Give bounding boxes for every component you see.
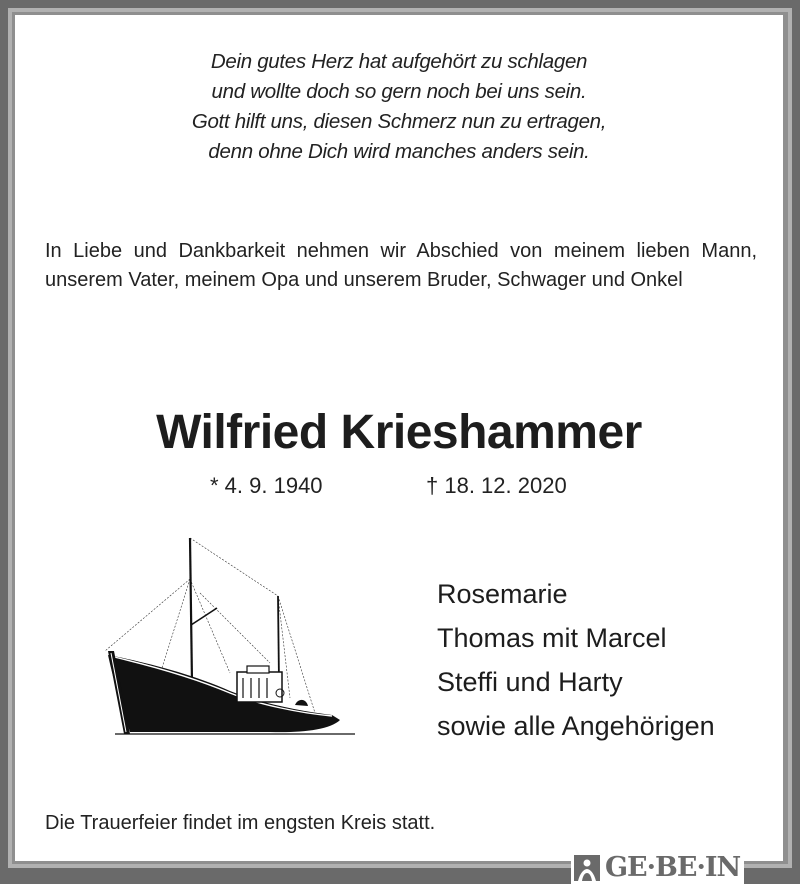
birth-date: * 4. 9. 1940 (210, 473, 323, 498)
deceased-name: Wilfried Krieshammer (156, 406, 642, 459)
mourner: Rosemarie (437, 579, 568, 609)
mourner: Thomas mit Marcel (437, 623, 667, 653)
poem-line: und wollte doch so gern noch bei uns sein. (211, 80, 587, 103)
funeral-note: Die Trauerfeier findet im engsten Kreis statt. (45, 812, 436, 834)
poem-line: denn ohne Dich wird manches anders sein. (208, 140, 590, 163)
death-date: † 18. 12. 2020 (426, 473, 567, 498)
poem-line: Gott hilft uns, diesen Schmerz nun zu ertragen, (191, 110, 607, 133)
ship-icon (100, 533, 360, 738)
mourner: sowie alle Angehörigen (437, 711, 715, 741)
poem (15, 47, 783, 167)
gebein-logo (571, 851, 744, 884)
intro-text: In Liebe und Dankbarkeit nehmen wir Abschied von meinem lieben Mann, unserem Vater, meinem Opa und unserem Bruder, Schwager und Onkel (45, 240, 757, 291)
gebein-logo-text: GE·BE·IN (605, 852, 741, 883)
poem-line: Dein gutes Herz hat aufgehört zu schlagen (210, 50, 588, 73)
obituary-page (15, 15, 783, 861)
mourners-list (437, 572, 715, 748)
gebein-logo-icon (574, 855, 600, 881)
mourner: Steffi und Harty (437, 667, 623, 697)
